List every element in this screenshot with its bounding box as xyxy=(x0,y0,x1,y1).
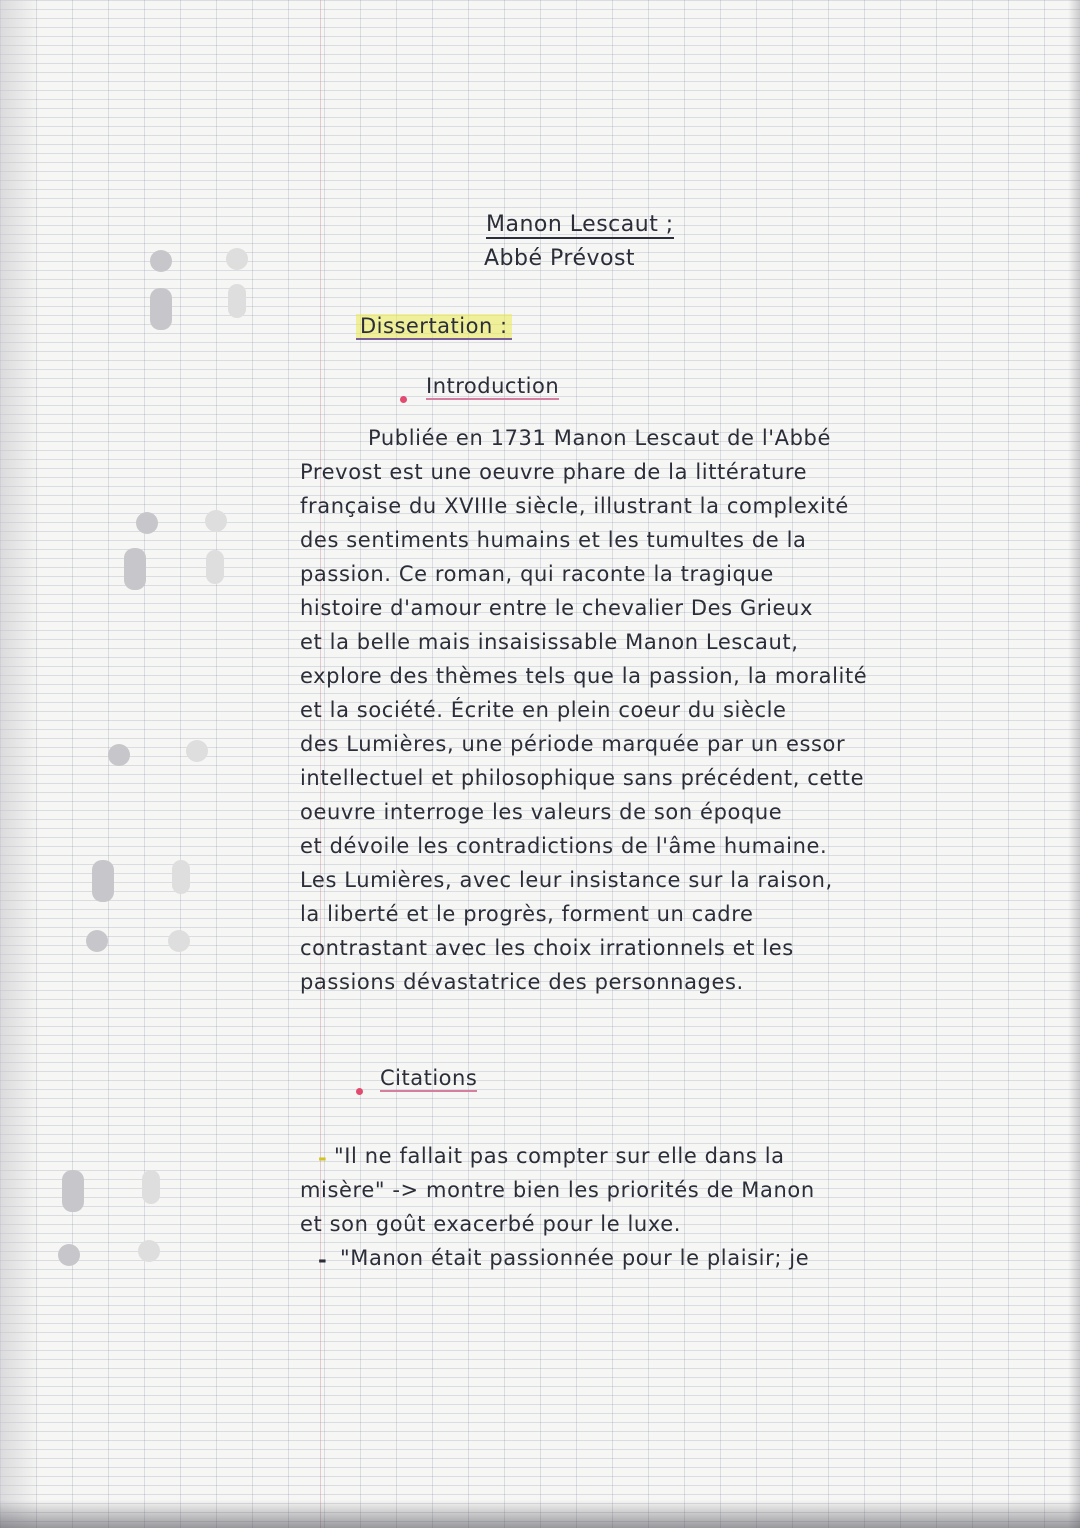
bullet-icon xyxy=(400,396,407,403)
binder-hole xyxy=(92,860,114,902)
intro-line: française du XVIIIe siècle, illustrant la complexité xyxy=(300,494,849,518)
intro-line: oeuvre interroge les valeurs de son époque xyxy=(300,800,783,824)
binder-hole xyxy=(142,1170,160,1204)
citation-line: misère" -> montre bien les priorités de Manon xyxy=(300,1178,815,1202)
binder-hole xyxy=(150,288,172,330)
binder-hole xyxy=(150,250,172,272)
binder-hole xyxy=(58,1244,80,1266)
binder-hole xyxy=(138,1240,160,1262)
binder-hole xyxy=(136,512,158,534)
binder-hole xyxy=(205,510,227,532)
citation-line: "Manon était passionnée pour le plaisir; je xyxy=(340,1246,810,1270)
intro-line: passions dévastatrice des personnages. xyxy=(300,970,744,994)
intro-line: Publiée en 1731 Manon Lescaut de l'Abbé xyxy=(368,426,831,450)
intro-line: et dévoile les contradictions de l'âme humaine. xyxy=(300,834,828,858)
page-left-shadow xyxy=(0,0,40,1528)
section-heading: Dissertation : xyxy=(356,314,512,340)
citation-line: et son goût exacerbé pour le luxe. xyxy=(300,1212,682,1236)
intro-line: Prevost est une oeuvre phare de la littérature xyxy=(300,460,808,484)
intro-line: et la belle mais insaisissable Manon Lescaut, xyxy=(300,630,799,654)
citations-heading: Citations xyxy=(380,1066,478,1090)
margin-line xyxy=(320,0,321,1528)
binder-hole xyxy=(186,740,208,762)
binder-hole xyxy=(62,1170,84,1212)
intro-line: contrastant avec les choix irrationnels et les xyxy=(300,936,794,960)
title-line-1: Manon Lescaut ; xyxy=(486,212,674,237)
bullet-icon xyxy=(356,1088,363,1095)
intro-line: passion. Ce roman, qui raconte la tragique xyxy=(300,562,774,586)
page-bottom-shadow xyxy=(0,1500,1080,1528)
dash-icon: - xyxy=(318,1248,328,1272)
intro-line: et la société. Écrite en plein coeur du siècle xyxy=(300,698,787,722)
title-line-2: Abbé Prévost xyxy=(484,246,636,271)
intro-line: intellectuel et philosophique sans précédent, cette xyxy=(300,766,865,790)
intro-line: des sentiments humains et les tumultes de la xyxy=(300,528,807,552)
binder-hole xyxy=(228,284,246,318)
binder-hole xyxy=(168,930,190,952)
citation-line: "Il ne fallait pas compter sur elle dans la xyxy=(334,1144,785,1168)
intro-line: des Lumières, une période marquée par un essor xyxy=(300,732,846,756)
intro-line: la liberté et le progrès, forment un cadre xyxy=(300,902,754,926)
page-right-edge xyxy=(1068,0,1080,1528)
intro-line: histoire d'amour entre le chevalier Des Grieux xyxy=(300,596,813,620)
binder-hole xyxy=(124,548,146,590)
binder-hole xyxy=(86,930,108,952)
binder-hole xyxy=(108,744,130,766)
intro-line: explore des thèmes tels que la passion, la moralité xyxy=(300,664,868,688)
binder-hole xyxy=(206,550,224,584)
introduction-heading: Introduction xyxy=(426,374,560,398)
binder-hole xyxy=(172,860,190,894)
intro-line: Les Lumières, avec leur insistance sur la raison, xyxy=(300,868,833,892)
dash-icon: - xyxy=(318,1146,328,1170)
binder-hole xyxy=(226,248,248,270)
